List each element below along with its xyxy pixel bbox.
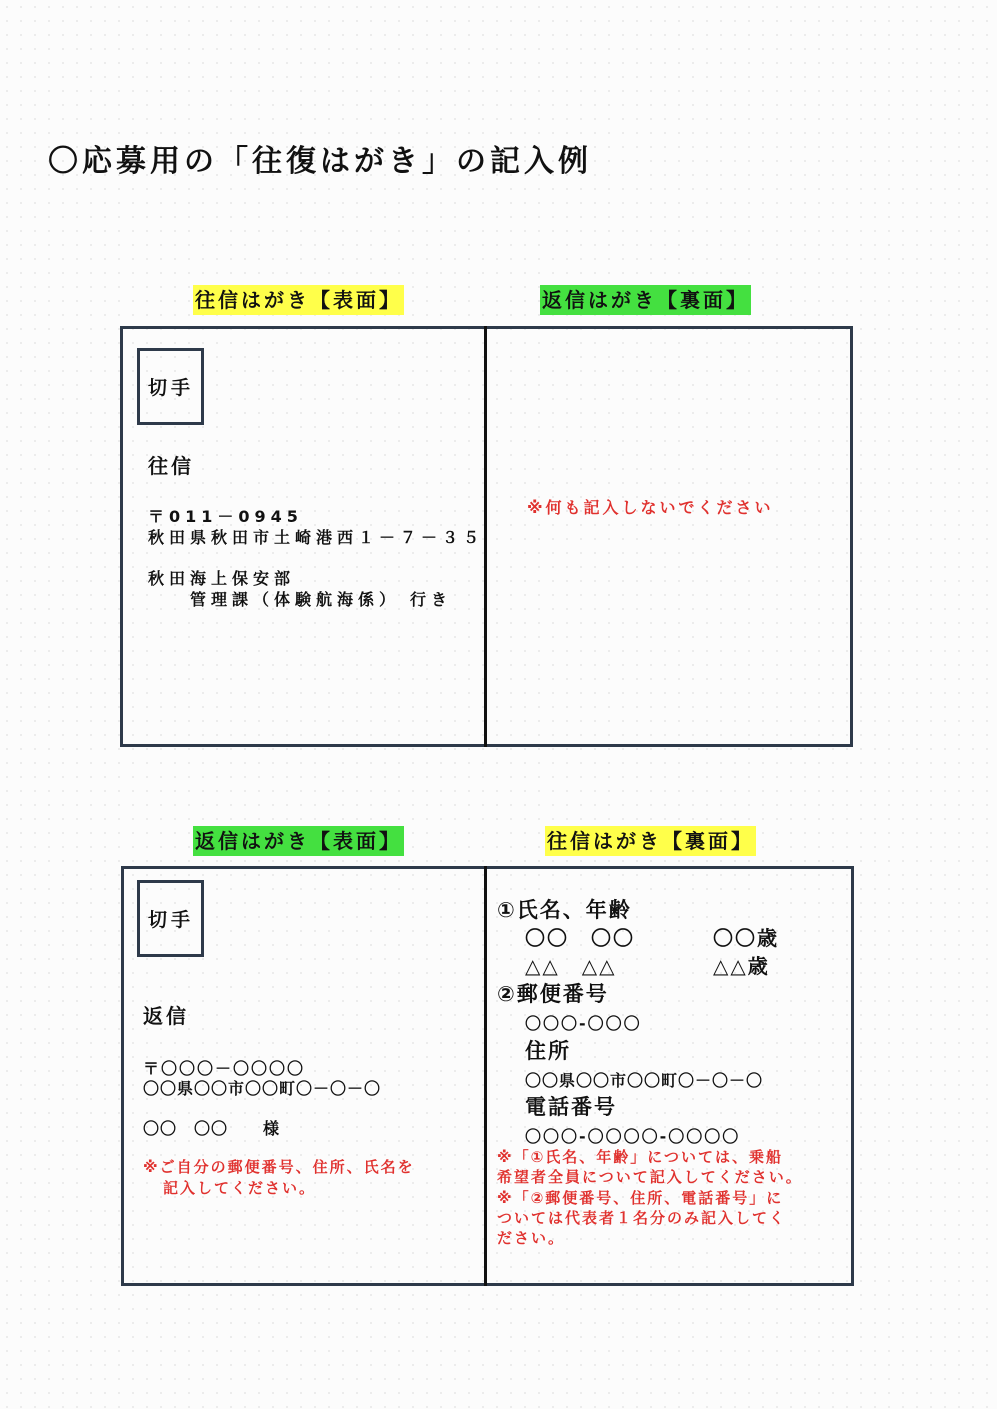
reply-honorific: 様	[263, 1119, 281, 1138]
bottom-panel-divider	[484, 866, 487, 1286]
stamp-label: 切手	[148, 377, 195, 399]
row2-name: △△ △△	[525, 954, 617, 978]
reply-back-note: ※何も記入しないでください	[527, 498, 774, 517]
outgoing-address: 秋田県秋田市土崎港西１－７－３５	[148, 528, 485, 547]
back-postal: 〇〇〇-〇〇〇	[525, 1014, 642, 1033]
back-note2-line3: ださい。	[497, 1229, 566, 1247]
top-panel-divider	[484, 326, 487, 747]
address-label: 住所	[525, 1039, 571, 1063]
back-address: 〇〇県〇〇市〇〇町〇－〇－〇	[525, 1071, 764, 1090]
back-phone: 〇〇〇-〇〇〇〇-〇〇〇〇	[525, 1127, 741, 1146]
reply-front-note-2: 記入してください。	[163, 1179, 317, 1197]
stamp-label: 切手	[148, 909, 195, 931]
back-note1-line2: 希望者全員について記入してください。	[497, 1168, 803, 1186]
reply-address: 〇〇県〇〇市〇〇町〇－〇－〇	[143, 1079, 382, 1098]
row2-age: △△歳	[713, 954, 770, 978]
label-reply-back: 返信はがき【裏面】	[540, 285, 751, 315]
page-title: 〇応募用の「往復はがき」の記入例	[48, 144, 592, 179]
outgoing-org: 秋田海上保安部	[148, 569, 296, 588]
outgoing-heading: 往信	[148, 454, 194, 478]
section-postal: ②郵便番号	[497, 982, 609, 1006]
back-note2-line1: ※「②郵便番号、住所、電話番号」に	[497, 1189, 784, 1207]
back-note2-line2: ついては代表者１名分のみ記入してく	[497, 1209, 787, 1227]
reply-name: 〇〇 〇〇	[143, 1119, 229, 1138]
row1-age: 〇〇歳	[713, 926, 779, 950]
stamp-box-bottom	[137, 880, 204, 957]
section-name-age: ①氏名、年齢	[497, 898, 632, 922]
phone-label: 電話番号	[525, 1095, 617, 1119]
label-outgoing-back: 往信はがき【裏面】	[545, 826, 756, 856]
back-note1-line1: ※「①氏名、年齢」については、乗船	[497, 1148, 783, 1166]
stamp-box-top	[137, 348, 204, 425]
outgoing-dept: 管理課（体験航海係）	[190, 590, 401, 609]
outgoing-suffix: 行き	[410, 590, 453, 609]
label-reply-front: 返信はがき【表面】	[193, 826, 404, 856]
reply-front-note-1: ※ご自分の郵便番号、住所、氏名を	[143, 1158, 415, 1176]
label-outgoing-front: 往信はがき【表面】	[193, 285, 404, 315]
reply-heading: 返信	[143, 1004, 189, 1028]
row1-name: 〇〇 〇〇	[525, 926, 635, 950]
reply-postal: 〒〇〇〇－〇〇〇〇	[143, 1059, 306, 1078]
outgoing-postal: 〒011－0945	[148, 507, 303, 526]
